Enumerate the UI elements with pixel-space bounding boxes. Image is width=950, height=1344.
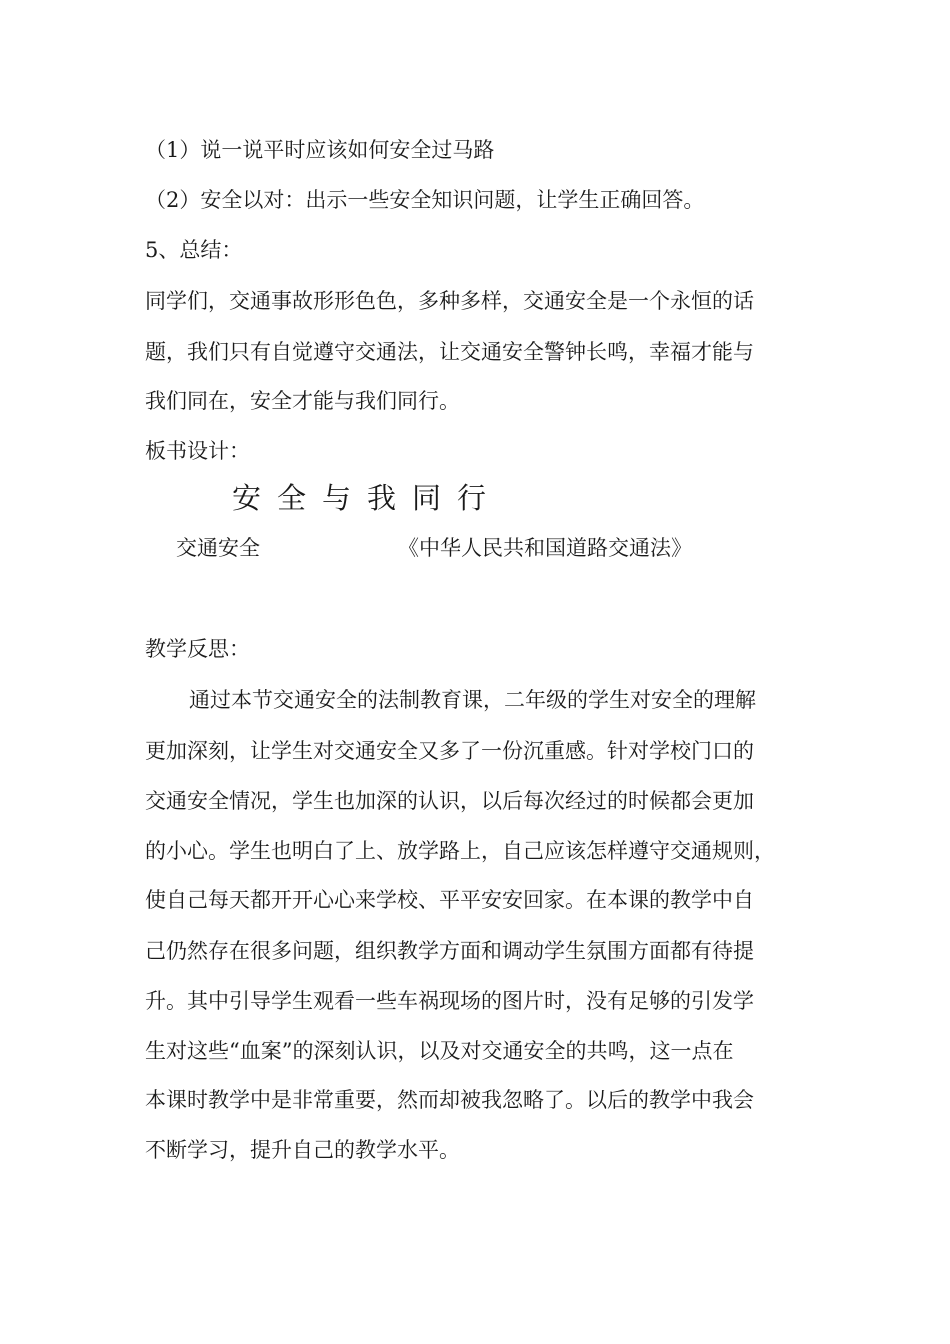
list-item-2: （2）安全以对：出示一些安全知识问题，让学生正确回答。 xyxy=(145,188,705,212)
reflection-line: 己仍然存在很多问题，组织教学方面和调动学生氛围方面都有待提 xyxy=(145,939,754,963)
reflection-line: 使自己每天都开开心心来学校、平平安安回家。在本课的教学中自 xyxy=(145,888,754,912)
summary-line: 题，我们只有自觉遵守交通法，让交通安全警钟长鸣，幸福才能与 xyxy=(145,340,754,364)
reflection-line: 生对这些“血案”的深刻认识，以及对交通安全的共鸣，这一点在 xyxy=(145,1039,734,1063)
summary-line: 同学们，交通事故形形色色，多种多样，交通安全是一个永恒的话 xyxy=(145,289,754,313)
reflection-line: 不断学习，提升自己的教学水平。 xyxy=(145,1138,460,1162)
list-item-1: （1）说一说平时应该如何安全过马路 xyxy=(145,138,495,162)
summary-heading: 5、总结： xyxy=(145,238,243,262)
reflection-line: 交通安全情况，学生也加深的认识，以后每次经过的时候都会更加 xyxy=(145,789,754,813)
reflection-line: 通过本节交通安全的法制教育课，二年级的学生对安全的理解 xyxy=(189,688,756,712)
board-right-text: 《中华人民共和国道路交通法》 xyxy=(398,536,692,560)
board-title: 安全与我同行 xyxy=(232,481,503,515)
summary-line: 我们同在，安全才能与我们同行。 xyxy=(145,389,460,413)
reflection-line: 本课时教学中是非常重要，然而却被我忽略了。以后的教学中我会 xyxy=(145,1088,754,1112)
reflection-heading: 教学反思： xyxy=(145,637,250,661)
board-left-text: 交通安全 xyxy=(176,536,260,560)
reflection-line: 的小心。学生也明白了上、放学路上，自己应该怎样遵守交通规则， xyxy=(145,839,775,863)
reflection-line: 更加深刻，让学生对交通安全又多了一份沉重感。针对学校门口的 xyxy=(145,739,754,763)
reflection-line: 升。其中引导学生观看一些车祸现场的图片时，没有足够的引发学 xyxy=(145,989,754,1013)
board-design-heading: 板书设计： xyxy=(145,439,250,463)
